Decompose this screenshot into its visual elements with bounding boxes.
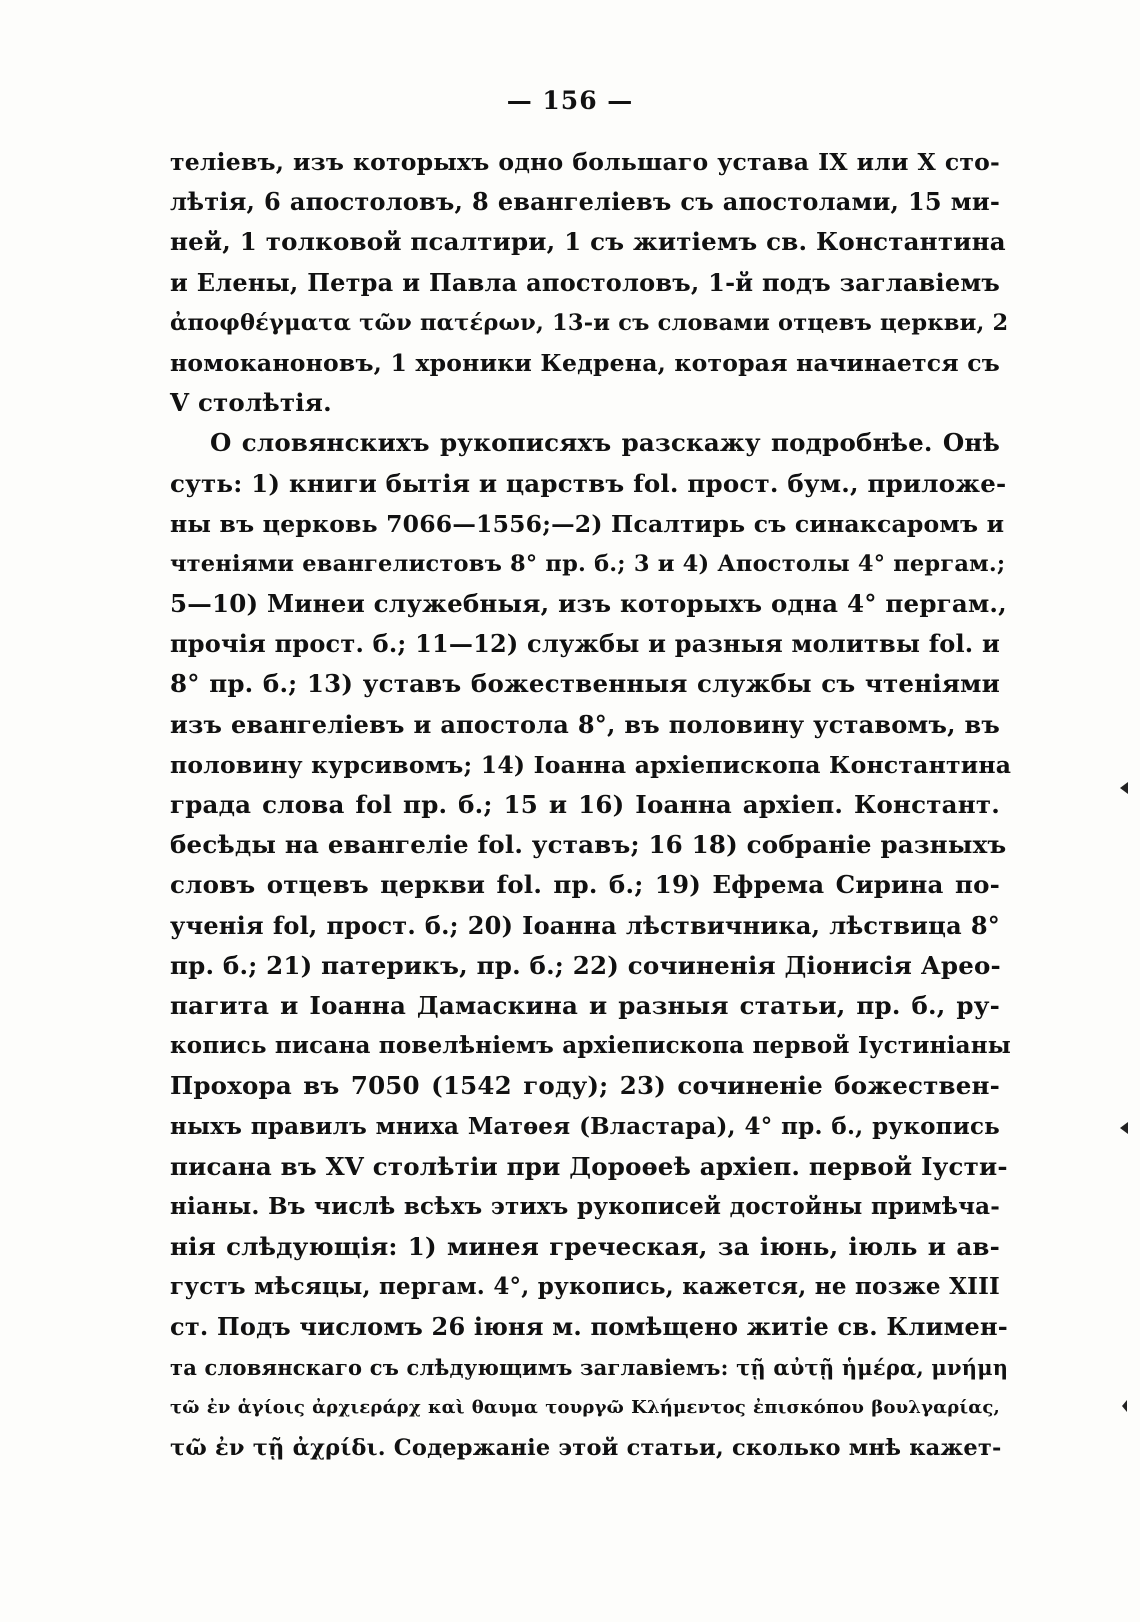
text-line: чтенiями евангелистовъ 8° пр. б.; 3 и 4) Апостолы 4° пергам.; xyxy=(170,550,1006,577)
text-line: V столѣтiя. xyxy=(170,388,332,418)
text-line: града слова fol пр. б.; 15 и 16) Iоанна архiеп. Констант. xyxy=(170,790,1000,819)
margin-mark xyxy=(1120,782,1128,794)
text-line: τῶ ἐν ἁγίοις ἀρχιεράρχ καὶ θαυμα τουργῶ Κλήμεντος ἐπισκόπου βουλγαρίας, xyxy=(170,1396,1000,1418)
text-line: τῶ ἐν τῇ ἀχρίδι. Содержанiе этой статьи, сколько мнѣ кажет- xyxy=(170,1435,1002,1461)
body-text xyxy=(170,142,1012,1468)
text-line: густъ мѣсяцы, пергам. 4°, рукопись, кажется, не позже XIII xyxy=(170,1273,1000,1301)
text-line: ученiя fol, прост. б.; 20) Iоанна лѣствичника, лѣствица 8° xyxy=(170,910,1000,940)
text-line: ст. Подъ числомъ 26 iюня м. помѣщено житiе св. Климен- xyxy=(170,1312,1008,1342)
text-line: ны въ церковь 7066—1556;—2) Псалтирь съ синаксаромъ и xyxy=(170,509,1005,538)
text-line: суть: 1) книги бытiя и царствъ fol. прост. бум., приложе- xyxy=(170,468,1007,498)
paragraph-first-line: О словянскихъ рукописяхъ разскажу подробнѣе. Онѣ xyxy=(210,428,1000,458)
text-line: пр. б.; 21) патерикъ, пр. б.; 22) сочиненiя Дiонисiя Арео- xyxy=(170,950,1001,980)
text-line: 8° пр. б.; 13) уставъ божественныя службы съ чтенiями xyxy=(170,669,1000,699)
text-line: ἀποφθέγματα τῶν πατέρων, 13-и съ словами отцевъ церкви, 2 xyxy=(170,309,1009,336)
text-line: лѣтiя, 6 апостоловъ, 8 евангелiевъ съ апостолами, 15 ми- xyxy=(170,187,1000,217)
text-line: нiя слѣдующiя: 1) минея греческая, за iюнь, iюль и ав- xyxy=(170,1232,1000,1262)
text-line: изъ евангелiевъ и апостола 8°, въ половину уставомъ, въ xyxy=(170,709,1000,739)
text-line: ней, 1 толковой псалтири, 1 съ житiемъ св. Константина xyxy=(170,227,1006,257)
text-line: 5—10) Минеи служебныя, изъ которыхъ одна 4° пергам., xyxy=(170,589,1007,619)
text-line: и Елены, Петра и Павла апостоловъ, 1-й подъ заглавiемъ xyxy=(170,267,1000,297)
page-number: — 156 — xyxy=(506,86,634,115)
text-line: пагита и Iоанна Дамаскина и разныя статьи, пр. б., ру- xyxy=(170,990,1000,1020)
margin-mark xyxy=(1122,1400,1127,1412)
text-line: прочiя прост. б.; 11—12) службы и разныя молитвы fol. и xyxy=(170,629,1000,659)
text-line: та словянскаго съ слѣдующимъ заглавiемъ: τῇ αὐτῇ ἡμέρα, μνήμη xyxy=(170,1354,1009,1380)
text-line: писана въ XV столѣтiи при Дороѳеѣ архiеп. первой Iусти- xyxy=(170,1151,1008,1181)
text-line: копись писана повелѣнiемъ архiепископа первой Iустинiаны xyxy=(170,1032,1011,1060)
text-line: телiевъ, изъ которыхъ одно большаго устава IX или X сто- xyxy=(170,148,1000,176)
text-line: номоканоновъ, 1 хроники Кедрена, которая начинается съ xyxy=(170,348,1000,377)
margin-mark xyxy=(1120,1122,1128,1134)
text-line: словъ отцевъ церкви fol. пр. б.; 19) Ефрема Сирина по- xyxy=(170,870,1000,900)
text-line: бесѣды на евангелiе fol. уставъ; 16 18) собранiе разныхъ xyxy=(170,830,1007,860)
text-line: половину курсивомъ; 14) Iоанна архiепископа Константина xyxy=(170,750,1012,779)
text-line: Прохора въ 7050 (1542 году); 23) сочиненiе божествен- xyxy=(170,1071,1000,1101)
text-line: нiаны. Въ числѣ всѣхъ этихъ рукописей достойны примѣча- xyxy=(170,1192,1000,1220)
text-line: ныхъ правилъ мниха Матѳея (Властара), 4° пр. б., рукопись xyxy=(170,1112,1000,1140)
